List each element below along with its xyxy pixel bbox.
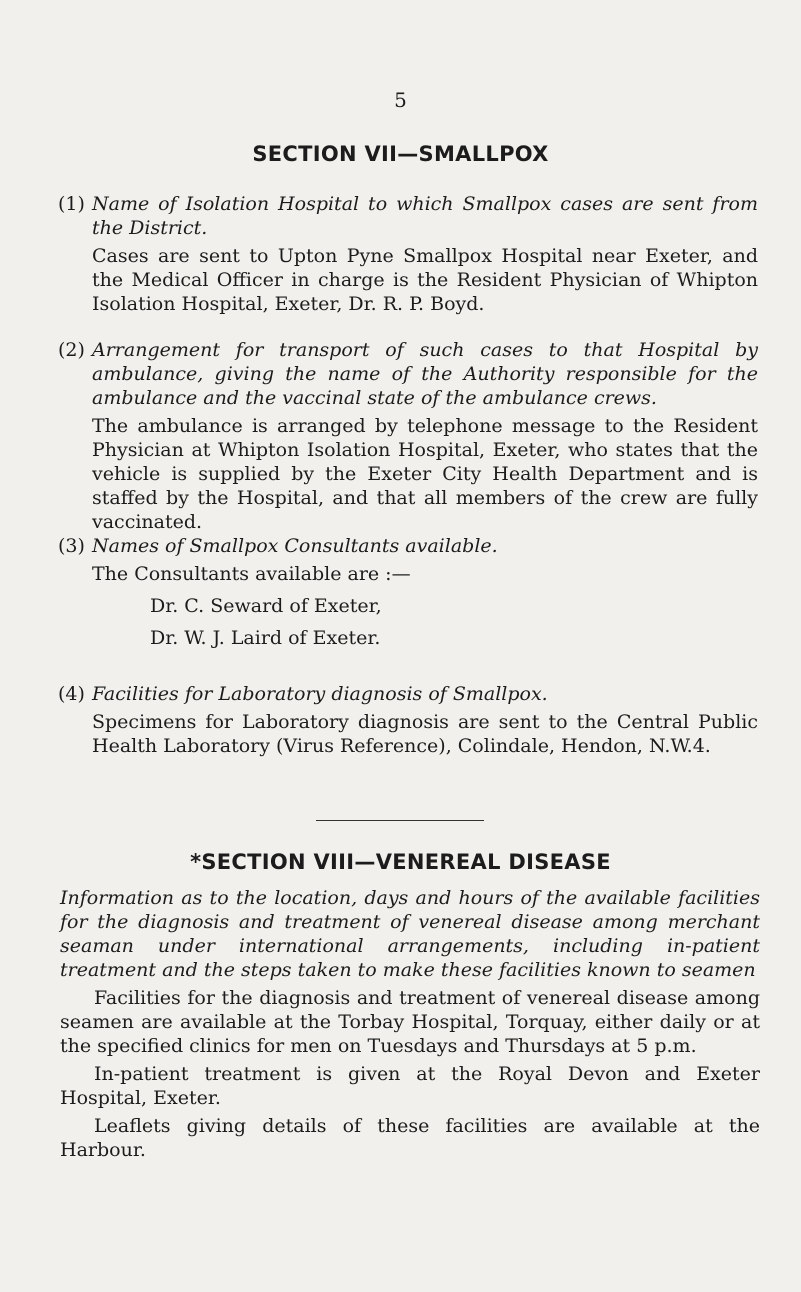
smallpox-item-2 [58,338,758,534]
item-answer: The Consultants available are :— [92,563,411,585]
consultant-list [92,594,758,650]
item-answer: Cases are sent to Upton Pyne Smallpox Hospital near Exeter, and the Medical Officer in charge is the Resident Physician of Whipton Isolation Hospital, Exeter, Dr. R. P. Boyd. [92,245,758,315]
section-intro: Information as to the location, days and hours of the available facilities for the diagnosis and treatment of venereal disease among merchant seaman under international arrangements, including in-patient treatment and the steps taken to make these facilities known to seamen [60,887,760,981]
section-paragraph: Leaflets giving details of these facilities are available at the Harbour. [60,1115,760,1161]
section-divider [316,820,484,821]
section-viii-heading: *SECTION VIII—VENEREAL DISEASE [190,850,611,874]
item-answer: The ambulance is arranged by telephone message to the Resident Physician at Whipton Isolation Hospital, Exeter, who states that the vehicle is supplied by the Exeter City Health Department and is staffed by the Hospital, and that all members of the crew are fully vaccinated. [92,415,758,533]
section-paragraph: Facilities for the diagnosis and treatment of venereal disease among seamen are available at the Torbay Hospital, Torquay, either daily or at the specified clinics for men on Tuesdays and Thursdays at 5 p.m. [60,987,760,1057]
smallpox-item-1 [58,192,758,316]
item-number: (4) [58,683,85,705]
smallpox-item-4 [58,682,758,758]
item-question: Facilities for Laboratory diagnosis of Smallpox. [92,683,548,705]
consultant-entry: Dr. W. J. Laird of Exeter. [150,627,381,649]
item-question: Names of Smallpox Consultants available. [92,535,498,557]
section-paragraph: In-patient treatment is given at the Royal Devon and Exeter Hospital, Exeter. [60,1063,760,1109]
item-number: (2) [58,339,85,361]
item-number: (1) [58,193,85,215]
venereal-disease-section [60,886,760,1162]
item-number: (3) [58,535,85,557]
page-number: 5 [394,88,407,112]
smallpox-item-3 [58,534,758,650]
consultant-entry: Dr. C. Seward of Exeter, [150,595,382,617]
item-answer: Specimens for Laboratory diagnosis are sent to the Central Public Health Laboratory (Virus Reference), Colindale, Hendon, N.W.4. [92,711,758,757]
item-question: Name of Isolation Hospital to which Smallpox cases are sent from the District. [92,193,758,239]
section-vii-heading: SECTION VII—SMALLPOX [252,142,549,166]
item-question: Arrangement for transport of such cases to that Hospital by ambulance, giving the name of the Authority responsible for the ambulance and the vaccinal state of the ambulance crews. [92,339,758,409]
